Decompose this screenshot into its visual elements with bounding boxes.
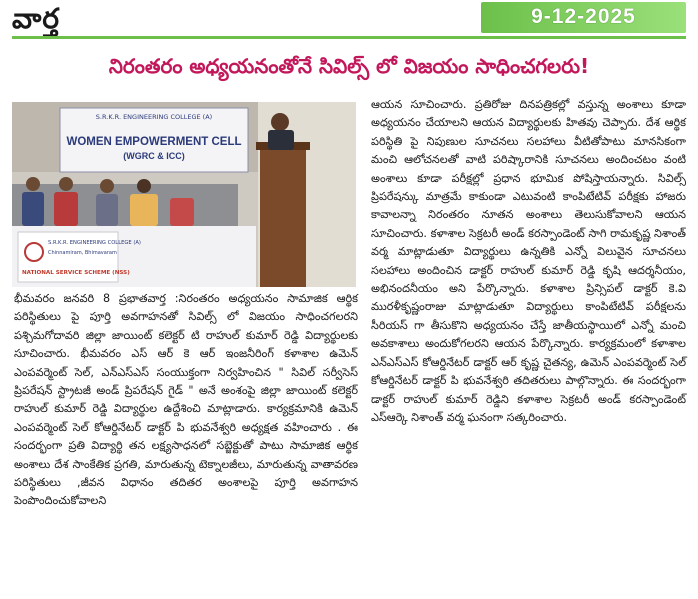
newspaper-logo: వార్త [12, 2, 60, 35]
banner-subtitle-text: (WGRC & ICC) [123, 151, 185, 161]
banner-title-text: WOMEN EMPOWERMENT CELL [66, 136, 242, 148]
podium-line3: NATIONAL SERVICE SCHEME (NSS) [22, 270, 130, 276]
podium-line1: S.R.K.R. ENGINEERING COLLEGE (A) [48, 240, 141, 246]
event-photo [12, 102, 356, 287]
podium-line2: Chinnamiram, Bhimavaram [48, 250, 117, 256]
publication-date: 9-12-2025 [531, 5, 636, 28]
banner-college-text: S.R.K.R. ENGINEERING COLLEGE (A) [95, 113, 213, 121]
date-badge [481, 2, 686, 33]
article-left-column: భీమవరం జనవరి 8 ప్రభాతవార్త :నిరంతరం అధ్యయనం సామాజిక ఆర్థిక పరిస్థితులు పై పూర్తి అవగాహనతో సివిల్స్ లో విజయం సాధించగలరని పశ్చిమగోదావరి జిల్లా జాయింట్ కలెక్టర్ టి రాహుల్ కుమార్ రెడ్డి విద్యార్థులకు సూచించారు. భీమవరం ఎస్ ఆర్ కె ఆర్ ఇంజనీరింగ్ కళాశాల ఉమెన్ ఎంపవర్మెంట్ సెల్, ఎన్ఎస్ఎస్ సంయుక్తంగా నిర్వహించిన " సివిల్ సర్వీసెస్ ప్రిపరేషన్ స్ట్రాటజీ అండ్ ప్రిపరేషన్ గైడ్ " అనే అంశంపై జిల్లా జాయింట్ కలెక్టర్ రాహుల్ కుమార్ రెడ్డి విద్యార్థుల ఉద్దేశించి మాట్లాడారు. కార్యక్రమానికి ఉమెన్ ఎంపవర్మెంట్ సెల్ కోఆర్డినేటర్ డాక్టర్ పి భువనేశ్వరి అధ్యక్షత వహించారు . ఈ సందర్భంగా ప్రతి విద్యార్థి తన లక్ష్యసాధనలో సబ్జెక్టుతో పాటు సామాజిక ఆర్థిక అంశాలు దేశ సాంకేతిక ప్రగతి, మారుతున్న టెక్నాలజీలు, మారుతున్న వాతావరణ పరిస్థితులు ,జీవన విధానం తదితర అంశాలపై పూర్తి అవగాహన పెంపొందించుకోవాలని [14, 292, 358, 508]
article-headline: నిరంతరం అధ్యయనంతోనే సివిల్స్ లో విజయం సాధించగలరు! [108, 54, 590, 78]
masthead [0, 0, 698, 38]
article-right-column: ఆయన సూచించారు. ప్రతిరోజు దినపత్రికల్లో వస్తున్న అంశాలు కూడా అధ్యయనం చేయాలని ఆయన విద్యార్థులకు హితవు చెప్పారు. దేశ ఆర్థిక పరిస్థితి పై నిపుణుల సూచనలు సలహాలు వీటితోపాటు మానసికంగా మంచి ఆలోచనలతో వాటి పరిష్కారానికి సూచనలు అందించటం వంటి అంశాలు కూడా పరీక్షల్లో ప్రధాన భూమిక పోషిస్తాయన్నారు. సివిల్స్ ప్రిపరేషన్కు మాత్రమే కాకుండా ఎటువంటి కాంపిటేటివ్ పరీక్షకు హాజరు కావాలన్నా నిరంతరం నూతన అంశాలు తెలుసుకోవాలని ఆయన సూచించారు. కళాశాల సెక్రటరీ అండ్ కరస్పాండెంట్ సాగి రామకృష్ణ నిశాంత్ వర్మ మాట్లాడుతూ విద్యార్థులు ఉన్నతికి ఎన్నో విలువైన సూచనలు సలహాలు అందించిన డాక్టర్ రాహుల్ కుమార్ రెడ్డి కృషి ఆదర్శనీయం, అభినందనీయం అని పేర్కొన్నారు. కళాశాల ప్రిన్సిపల్ డాక్టర్ కె.వి మురళీకృష్ణంరాజు మాట్లాడుతూ విద్యార్థులు కాంపిటేటివ్ పరీక్షలను సీరియస్ గా తీసుకొని అధ్యయనం చేస్తే జాతీయస్థాయిలో ఎన్నో మంచి అవకాశాలు అందుకోగలరని ఆయన పేర్కొన్నారు. కార్యక్రమంలో కళాశాల ఎన్ఎస్ఎస్ కోఆర్డినేటర్ డాక్టర్ ఆర్ కృష్ణ చైతన్య, ఉమెన్ ఎంపవర్మెంట్ సెల్ కోఆర్డినేటర్ డాక్టర్ పి భువనేశ్వరి తదితరులు పాల్గొన్నారు. ఈ సందర్భంగా డాక్టర్ రాహుల్ కుమార్ రెడ్డిని కళాశాల సెక్రటరీ అండ్ కరస్పాండెంట్ ఎస్ఆర్కె నిశాంత్ వర్మ ఘనంగా సత్కరించారు. [371, 98, 686, 424]
masthead-divider [12, 36, 686, 39]
